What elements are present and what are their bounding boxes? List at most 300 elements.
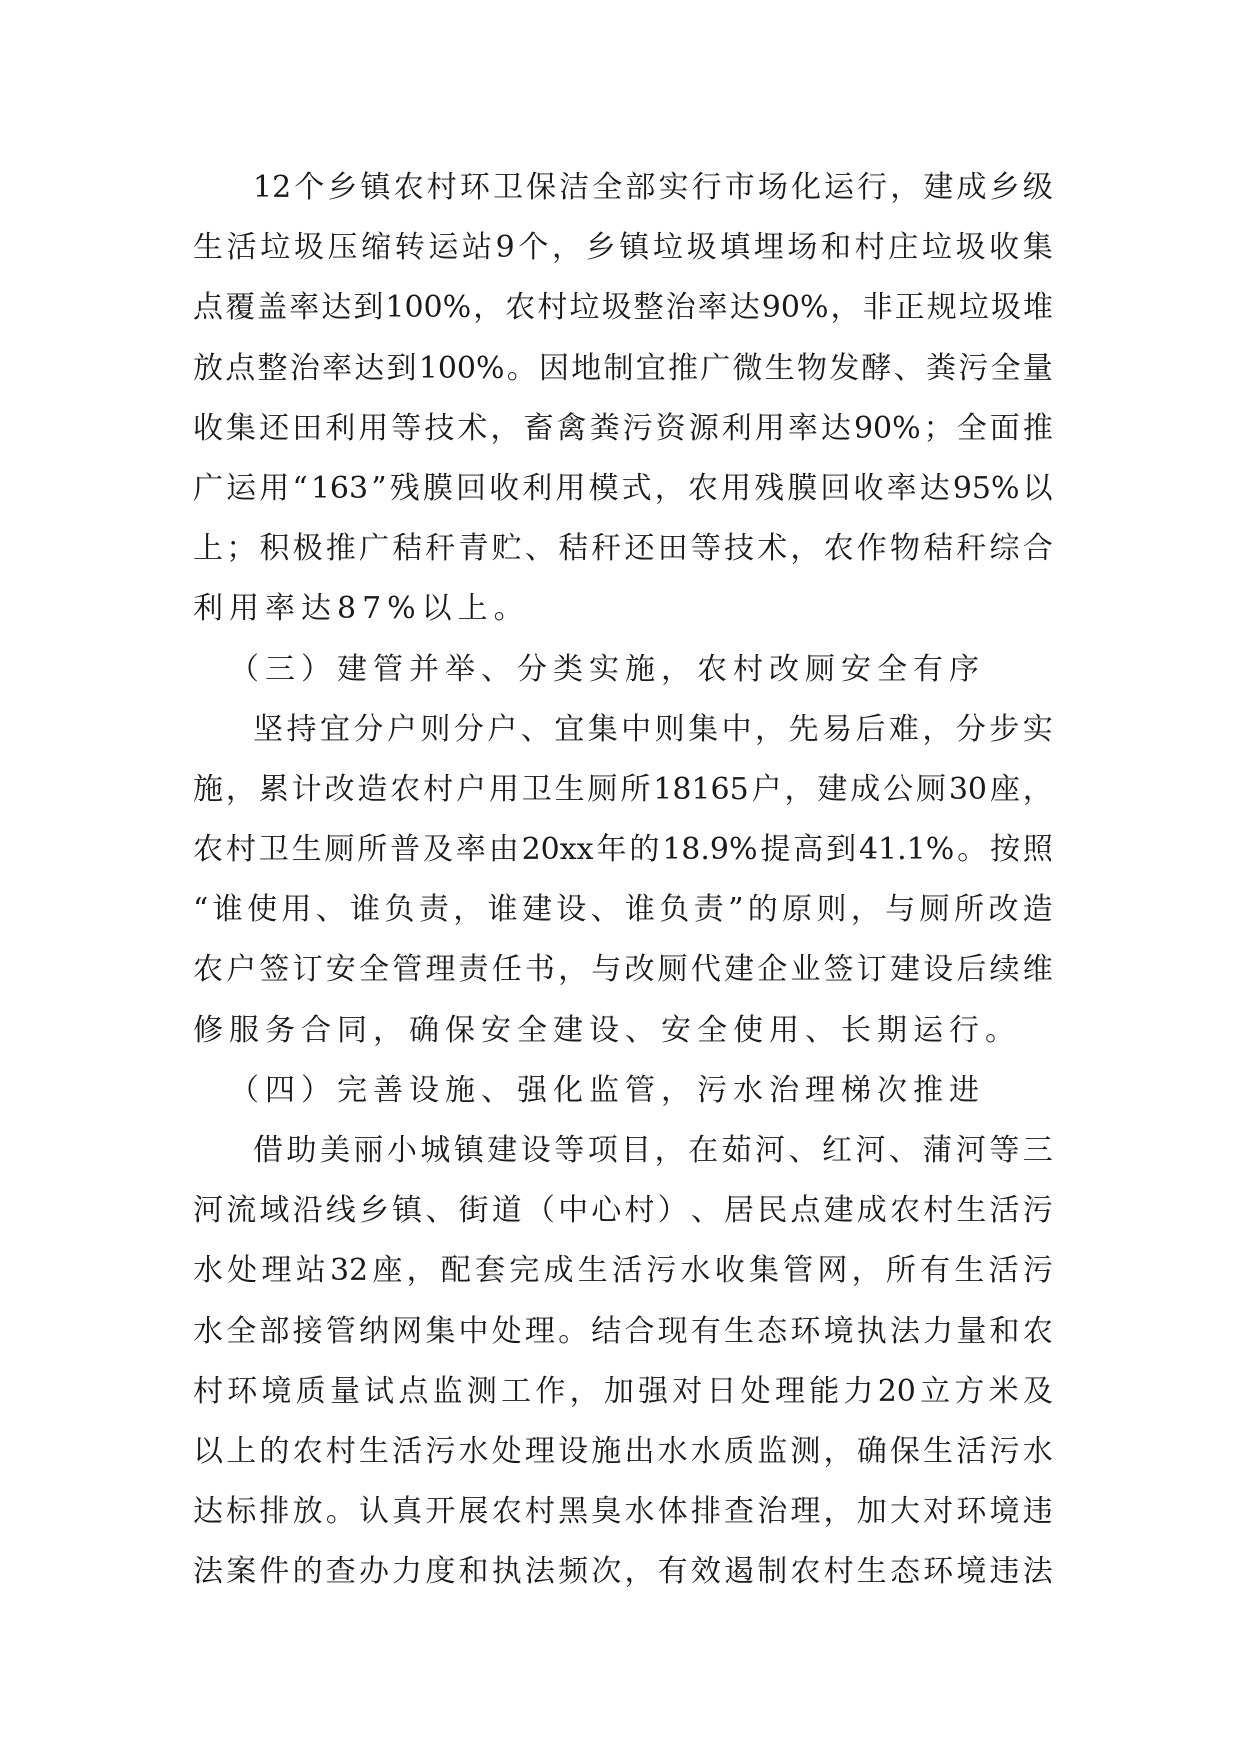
text-line: [193, 519, 1053, 579]
text-glyph: ，: [830, 290, 861, 326]
text-glyph: 使: [247, 892, 278, 928]
text-glyph: 放: [193, 350, 223, 386]
text-glyph: 、: [690, 1193, 721, 1229]
text-glyph: 项: [587, 1133, 618, 1168]
text-glyph: 收: [989, 230, 1020, 266]
text-glyph: 坚: [253, 711, 283, 747]
text-glyph: 农: [687, 470, 718, 506]
text-glyph: 建: [521, 892, 552, 928]
text-glyph: 厕: [587, 771, 618, 807]
text-glyph: 污: [425, 1433, 456, 1469]
text-line: [193, 700, 1053, 760]
text-line: [193, 1422, 1053, 1482]
text-glyph: 标: [226, 1494, 257, 1530]
text-glyph: ，: [823, 1433, 854, 1469]
text-glyph: 乡: [989, 170, 1020, 205]
text-glyph: 到: [353, 290, 384, 326]
text-glyph: 垃: [569, 290, 600, 326]
text-glyph: 技: [424, 410, 455, 446]
text-glyph: 还: [624, 531, 655, 567]
text-glyph: 工: [501, 1373, 532, 1409]
text-glyph: 、: [788, 1133, 819, 1168]
text-glyph: 真: [392, 1494, 423, 1530]
text-glyph: 环: [790, 1313, 821, 1349]
text-line: [193, 158, 1053, 218]
text-glyph: 道: [491, 1193, 522, 1229]
text-glyph: 农: [505, 290, 536, 326]
text-glyph: 中: [621, 711, 652, 747]
text-glyph: 茹: [721, 1133, 752, 1168]
text-glyph: ，: [755, 711, 786, 747]
text-glyph: 管: [783, 1253, 814, 1289]
text-glyph: 件: [259, 1554, 290, 1590]
text-glyph: 保: [526, 170, 557, 205]
text-glyph: 秆: [591, 531, 622, 567]
text-glyph: 办: [358, 1554, 389, 1590]
text-glyph: 正: [894, 290, 925, 326]
text-glyph: 厕: [324, 832, 355, 868]
text-glyph: 分: [453, 711, 484, 747]
text-glyph: 书: [524, 952, 555, 988]
text-glyph: 场: [787, 230, 818, 266]
text-glyph: 垃: [958, 290, 989, 326]
text-glyph: 以: [1022, 470, 1053, 506]
text-glyph: 等: [989, 1133, 1020, 1168]
text-glyph: ，: [473, 290, 504, 326]
text-glyph: 成: [956, 170, 987, 205]
text-glyph: 的: [259, 1433, 290, 1469]
text-glyph: 理: [261, 1253, 292, 1289]
text-glyph: 行: [691, 170, 722, 205]
text-glyph: 查: [724, 1494, 754, 1530]
text-glyph: 蒲: [922, 1133, 953, 1168]
text-glyph: 维: [1022, 952, 1053, 988]
text-glyph: 网: [392, 1313, 423, 1349]
text-glyph: 环: [459, 170, 490, 205]
text-glyph: 垃: [921, 230, 952, 266]
text-glyph: 理: [774, 1373, 805, 1409]
text-glyph: 开: [425, 1494, 456, 1530]
text-glyph: 、: [590, 892, 621, 928]
text-line: [193, 760, 1053, 820]
text-glyph: 则: [816, 892, 847, 928]
text-glyph: 排: [259, 1494, 290, 1530]
text-glyph: 极: [292, 531, 323, 567]
text-glyph: 乡: [585, 230, 616, 266]
text-glyph: 厕: [657, 952, 688, 988]
text-glyph: 庄: [888, 230, 919, 266]
text-glyph: ，: [490, 410, 521, 446]
text-glyph: 量: [329, 1373, 360, 1409]
text-glyph: 改: [324, 771, 355, 807]
text-glyph: 频: [558, 1554, 589, 1590]
text-glyph: 到: [826, 832, 857, 868]
text-glyph: 、: [425, 1193, 456, 1229]
text-glyph: 转: [394, 230, 425, 266]
text-glyph: 点: [193, 290, 223, 326]
text-glyph: 境: [956, 1554, 987, 1590]
text-glyph: 埋: [753, 230, 784, 266]
text-glyph: 用: [555, 470, 586, 506]
text-glyph: 建: [823, 1193, 854, 1229]
text-glyph: 处: [227, 1253, 258, 1289]
text-glyph: 收: [193, 410, 223, 446]
text-glyph: 户: [487, 711, 518, 747]
text-glyph: 用: [754, 410, 785, 446]
text-glyph: 年: [596, 832, 627, 868]
text-glyph: 村: [325, 1433, 356, 1469]
text-glyph: 污: [989, 1433, 1020, 1469]
text-glyph: 运: [428, 230, 459, 266]
text-glyph: 签: [823, 952, 854, 988]
text-line: [193, 218, 1053, 278]
text-glyph: 座: [372, 1253, 403, 1289]
text-glyph: 生: [554, 771, 585, 807]
text-glyph: 质: [724, 1433, 754, 1469]
text-glyph: 圾: [955, 230, 986, 266]
text-glyph: 法: [524, 1554, 555, 1590]
text-line: [193, 1181, 1053, 1241]
text-glyph: 农: [390, 771, 421, 807]
text-glyph: 还: [259, 410, 290, 446]
text-glyph: 的: [292, 1554, 323, 1590]
text-glyph: 出: [624, 1433, 655, 1469]
text-glyph: 、: [893, 350, 924, 386]
text-glyph: 负: [384, 892, 415, 928]
text-glyph: 案: [226, 1554, 257, 1590]
text-glyph: 则: [654, 711, 685, 747]
text-glyph: 卫: [492, 170, 523, 205]
text-glyph: 及: [1022, 1373, 1053, 1409]
text-glyph: 农: [292, 1433, 323, 1469]
text-glyph: 秸: [558, 531, 589, 567]
text-glyph: 水: [624, 1494, 655, 1530]
document-body: [193, 158, 1053, 1603]
text-glyph: 用: [488, 771, 519, 807]
text-glyph: 微: [732, 350, 763, 386]
text-line: [193, 1121, 1053, 1181]
text-glyph: ，: [1022, 771, 1053, 807]
text-glyph: 黑: [558, 1494, 589, 1530]
text-glyph: 座: [989, 771, 1020, 807]
text-glyph: 成: [543, 1253, 574, 1289]
text-glyph: 集: [688, 711, 719, 747]
text-line: [193, 940, 1053, 1000]
text-glyph: 术: [457, 410, 488, 446]
text-glyph: 达: [729, 290, 760, 326]
text-glyph: 保: [889, 1433, 920, 1469]
text-glyph: 秆: [425, 531, 456, 567]
text-line: [193, 399, 1053, 459]
text-glyph: 执: [491, 1554, 522, 1590]
text-glyph: 集: [226, 410, 257, 446]
text-glyph: 活: [989, 1193, 1020, 1229]
text-glyph: 所: [885, 1253, 916, 1289]
text-glyph: 理: [790, 1494, 821, 1530]
text-glyph: 率: [787, 410, 818, 446]
text-glyph: 整: [257, 350, 288, 386]
text-glyph: 作: [535, 1373, 566, 1409]
text-glyph: 市: [724, 170, 755, 205]
text-glyph: 水: [680, 1253, 711, 1289]
text-glyph: ，: [851, 1253, 882, 1289]
text-glyph: 活: [392, 1433, 423, 1469]
text-glyph: 法: [889, 1313, 920, 1349]
text-glyph: 面: [989, 410, 1020, 446]
text-glyph: 水: [458, 1433, 489, 1469]
text-glyph: 试: [364, 1373, 395, 1409]
text-line: [193, 1542, 1053, 1602]
text-glyph: 20xx: [521, 832, 594, 868]
text-line: 修服务合同，确保安全建设、安全使用、长期运行。: [193, 1012, 1021, 1048]
text-glyph: 持: [286, 711, 317, 747]
text-glyph: 力: [392, 1554, 423, 1590]
text-glyph: 粪: [926, 350, 957, 386]
text-glyph: ，: [654, 1133, 685, 1168]
text-glyph: 执: [856, 1313, 887, 1349]
section-heading-3: （三）建管并举、分类实施，农村改厕安全有序: [229, 651, 985, 687]
text-glyph: ，: [558, 952, 589, 988]
text-glyph: ，: [922, 711, 953, 747]
text-glyph: 圾: [686, 230, 717, 266]
text-glyph: 运: [824, 170, 855, 205]
text-glyph: 村: [923, 1193, 954, 1229]
text-glyph: 违: [989, 1554, 1020, 1590]
text-glyph: 计: [291, 771, 322, 807]
text-glyph: 农: [491, 1494, 522, 1530]
text-glyph: ，: [453, 892, 484, 928]
text-line: [193, 1241, 1053, 1301]
text-glyph: 发: [829, 350, 860, 386]
text-glyph: 河: [955, 1133, 986, 1168]
text-glyph: 村: [225, 832, 256, 868]
text-glyph: 行: [857, 170, 888, 205]
text-glyph: 监: [757, 1433, 788, 1469]
text-glyph: 纳: [358, 1313, 389, 1349]
text-glyph: 田: [657, 531, 688, 567]
text-glyph: 镇: [619, 230, 650, 266]
text-glyph: ”: [728, 892, 744, 928]
text-glyph: 12: [253, 170, 292, 205]
text-glyph: 建: [817, 771, 848, 807]
text-glyph: 确: [856, 1433, 887, 1469]
text-glyph: 方: [954, 1373, 985, 1409]
text-glyph: 户: [456, 771, 486, 807]
text-glyph: 圾: [601, 290, 632, 326]
text-glyph: 物: [889, 531, 920, 567]
text-line: [193, 880, 1053, 940]
text-glyph: 改: [988, 892, 1019, 928]
text-glyph: 实: [1022, 711, 1053, 747]
text-glyph: 有: [690, 1313, 721, 1349]
text-glyph: 结: [591, 1313, 622, 1349]
text-glyph: 农: [393, 170, 424, 205]
text-line: [193, 1302, 1053, 1362]
text-glyph: 和: [820, 230, 851, 266]
text-glyph: 续: [989, 952, 1020, 988]
text-glyph: 活: [226, 230, 257, 266]
text-glyph: 设: [923, 952, 954, 988]
text-glyph: 粪: [589, 410, 620, 446]
text-glyph: 。: [325, 1494, 356, 1530]
text-glyph: 农: [1022, 1313, 1053, 1349]
text-glyph: ，: [569, 1373, 600, 1409]
text-glyph: 所: [953, 892, 984, 928]
text-glyph: 18.9%: [662, 832, 758, 868]
text-glyph: 覆: [225, 290, 256, 326]
text-glyph: 达: [193, 1494, 223, 1530]
text-glyph: 残: [754, 470, 785, 506]
text-glyph: 谁: [487, 892, 518, 928]
text-glyph: 90%: [853, 410, 921, 446]
text-glyph: 盖: [257, 290, 288, 326]
text-glyph: 推: [1022, 410, 1053, 446]
text-glyph: 谁: [350, 892, 381, 928]
text-glyph: 与: [885, 892, 916, 928]
text-glyph: 所: [357, 832, 388, 868]
text-glyph: 达: [321, 290, 352, 326]
text-glyph: 公: [883, 771, 914, 807]
text-glyph: 村: [426, 170, 457, 205]
text-glyph: 的: [747, 892, 778, 928]
text-glyph: 度: [425, 1554, 456, 1590]
text-glyph: 厕: [915, 771, 946, 807]
text-glyph: 缩: [361, 230, 392, 266]
text-glyph: 农: [193, 952, 223, 988]
text-glyph: 污: [1022, 1253, 1053, 1289]
text-glyph: 村: [537, 290, 568, 326]
text-glyph: 利: [721, 410, 752, 446]
text-glyph: 户: [386, 711, 417, 747]
text-glyph: 污: [958, 350, 989, 386]
text-glyph: 目: [621, 1133, 652, 1168]
text-glyph: 生: [577, 1253, 608, 1289]
text-glyph: 河: [755, 1133, 786, 1168]
text-glyph: 规: [926, 290, 957, 326]
text-glyph: 代: [690, 952, 721, 988]
text-glyph: 及: [423, 832, 454, 868]
text-glyph: 点: [790, 1193, 821, 1229]
text-glyph: 的: [629, 832, 660, 868]
text-glyph: 和: [989, 1313, 1020, 1349]
text-glyph: 积: [259, 531, 290, 567]
text-glyph: ，: [225, 771, 256, 807]
text-glyph: 户: [751, 771, 782, 807]
text-glyph: 上: [193, 531, 223, 567]
text-glyph: 治: [757, 1494, 788, 1530]
text-glyph: 分: [353, 711, 384, 747]
text-glyph: 易: [821, 711, 852, 747]
text-glyph: 任: [491, 952, 522, 988]
text-glyph: 态: [889, 1554, 920, 1590]
text-glyph: 式: [621, 470, 652, 506]
text-line: [193, 1482, 1053, 1542]
text-glyph: 后: [855, 711, 886, 747]
text-glyph: 模: [588, 470, 619, 506]
text-glyph: 等: [554, 1133, 585, 1168]
text-glyph: 集: [587, 711, 618, 747]
text-glyph: ，: [406, 1253, 437, 1289]
text-glyph: 利: [325, 410, 356, 446]
text-glyph: 推: [325, 531, 356, 567]
text-glyph: 红: [821, 1133, 852, 1168]
text-glyph: 造: [1022, 892, 1053, 928]
text-glyph: 展: [458, 1494, 489, 1530]
text-glyph: 达: [919, 470, 950, 506]
text-glyph: ）: [657, 1193, 688, 1229]
text-glyph: 建: [724, 952, 754, 988]
text-glyph: 163: [310, 470, 369, 506]
text-glyph: 境: [261, 1373, 292, 1409]
text-glyph: 签: [259, 952, 290, 988]
text-glyph: 法: [1022, 1554, 1053, 1590]
text-glyph: 个: [518, 230, 549, 266]
text-glyph: 有: [657, 1554, 688, 1590]
text-glyph: 水: [193, 1313, 223, 1349]
text-line: [193, 278, 1053, 338]
text-glyph: ；: [923, 410, 954, 446]
text-glyph: 量: [956, 1313, 987, 1349]
text-glyph: 化: [790, 170, 821, 205]
text-glyph: 乡: [358, 1193, 389, 1229]
text-glyph: “: [292, 470, 308, 506]
text-glyph: 测: [790, 1433, 821, 1469]
text-glyph: 生: [923, 1433, 954, 1469]
text-glyph: 难: [888, 711, 919, 747]
text-glyph: 综: [989, 531, 1020, 567]
text-glyph: ”: [371, 470, 387, 506]
section-heading-4: （四）完善设施、强化监管，污水治理梯次推进: [229, 1072, 985, 1108]
text-glyph: 立: [920, 1373, 951, 1409]
text-glyph: 对: [923, 1494, 954, 1530]
text-glyph: 处: [491, 1313, 522, 1349]
text-glyph: 测: [466, 1373, 497, 1409]
text-line: [193, 459, 1053, 519]
text-glyph: （: [524, 1193, 555, 1229]
text-glyph: 全: [956, 410, 987, 446]
text-glyph: 制: [603, 350, 634, 386]
text-glyph: 站: [462, 230, 492, 266]
text-glyph: 施: [193, 771, 223, 807]
text-glyph: 收: [853, 470, 884, 506]
text-glyph: 生: [291, 832, 322, 868]
text-glyph: 洁: [559, 170, 590, 205]
text-glyph: 丽: [353, 1133, 384, 1168]
text-glyph: 三: [1022, 1133, 1053, 1168]
text-glyph: 域: [259, 1193, 290, 1229]
text-glyph: 用: [720, 470, 751, 506]
text-glyph: 接: [292, 1313, 323, 1349]
text-glyph: 对: [672, 1373, 703, 1409]
text-glyph: 41.1%: [858, 832, 955, 868]
text-glyph: 圾: [990, 290, 1021, 326]
text-glyph: 量: [1022, 350, 1053, 386]
text-glyph: 18165: [653, 771, 749, 807]
text-glyph: 成: [850, 771, 881, 807]
text-glyph: 100%: [418, 350, 505, 386]
text-glyph: 态: [757, 1313, 788, 1349]
text-glyph: 全: [990, 350, 1021, 386]
text-glyph: 污: [1022, 1193, 1053, 1229]
text-glyph: 小: [386, 1133, 417, 1168]
text-glyph: 助: [286, 1133, 317, 1168]
text-glyph: 违: [1022, 1494, 1053, 1530]
text-glyph: 体: [657, 1494, 688, 1530]
text-glyph: 以: [193, 1433, 223, 1469]
text-glyph: ，: [823, 1494, 854, 1530]
text-glyph: 用: [358, 410, 389, 446]
text-glyph: 。: [506, 350, 537, 386]
